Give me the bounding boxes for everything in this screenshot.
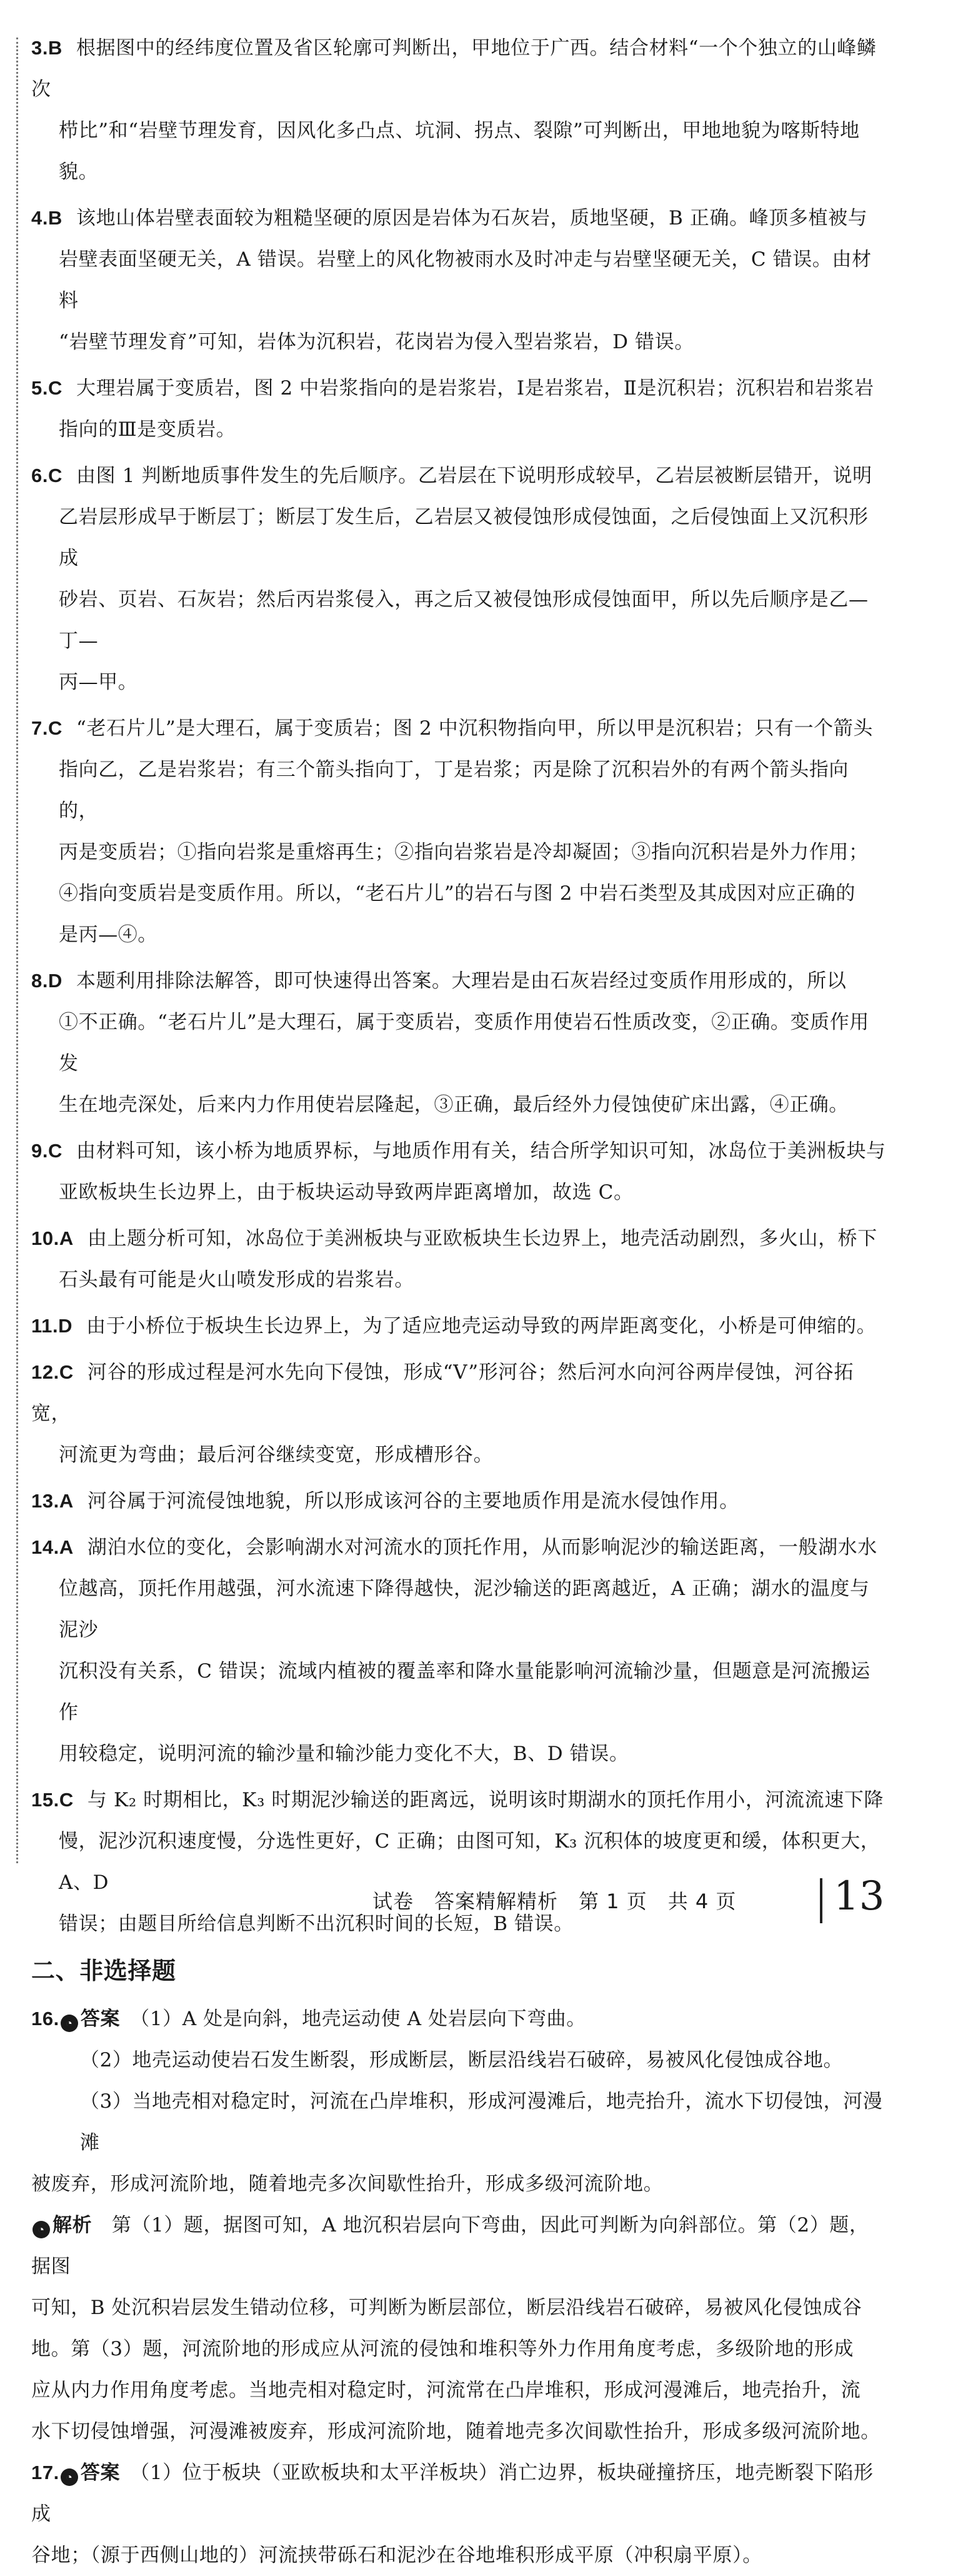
analysis-line: 地。第（3）题，河流阶地的形成应从河流的侵蚀和堆积等外力作用角度考虑，多级阶地的形成: [31, 2338, 854, 2360]
explanation-line: ①不正确。“老石片儿”是大理石，属于变质岩，变质作用使岩石性质改变，②正确。变质作用发: [59, 1011, 869, 1075]
explanation-line: 丙是变质岩；①指向岩浆是重熔再生；②指向岩浆岩是冷却凝固；③指向沉积岩是外力作用；: [59, 841, 869, 863]
explanation-line: 岩壁表面坚硬无关，A 错误。岩壁上的风化物被雨水及时冲走与岩壁坚硬无关，C 错误。由材料: [59, 248, 872, 312]
explanation-line: 错误；由题目所给信息判断不出沉积时间的长短，B 错误。: [59, 1913, 574, 1935]
explanation-first-line: [31, 1218, 887, 1259]
question-number: 9.C: [31, 1140, 63, 1162]
question-number: 16.: [31, 2008, 59, 2030]
explanation-item: [31, 1352, 887, 1476]
question-number: 4.B: [31, 207, 63, 229]
answer-badge-icon: ◔: [61, 2015, 78, 2032]
explanation-item: [31, 28, 887, 193]
q17-answer-first-line: [31, 2452, 887, 2535]
explanation-line: 指向乙，乙是岩浆岩；有三个箭头指向丁，丁是岩浆；丙是除了沉积岩外的有两个箭头指向的，: [59, 758, 849, 822]
explanation-line: ④指向变质岩是变质作用。所以，“老石片儿”的岩石与图 2 中岩石类型及其成因对应正确的: [59, 882, 856, 905]
answer-line: （1）A 处是向斜，地壳运动使 A 处岩层向下弯曲。: [139, 2008, 586, 2030]
explanation-item: [31, 198, 887, 363]
explanation-line: 生在地壳深处，后来内力作用使岩层隆起，③正确，最后经外力侵蚀使矿床出露，④正确。: [59, 1094, 849, 1116]
explanation-line: 是丙—④。: [59, 923, 157, 946]
explanation-text: 由于小桥位于板块生长边界上，为了适应地壳运动导致的两岸距离变化，小桥是可伸缩的。: [86, 1315, 877, 1337]
explanation-text: 河谷的形成过程是河水先向下侵蚀，形成“V”形河谷；然后河水向河谷两岸侵蚀，河谷拓宽，: [31, 1361, 854, 1425]
explanation-item: [31, 1481, 887, 1522]
content-column: [31, 28, 887, 2576]
explanation-first-line: [31, 1130, 887, 1172]
question-number: 14.A: [31, 1536, 74, 1558]
explanation-item: [31, 960, 887, 1125]
analysis-line: 可知，B 处沉积岩层发生错动位移，可判断为断层部位，断层沿线岩石破碎，易被风化侵蚀成谷: [31, 2297, 862, 2319]
explanation-line: 亚欧板块生长边界上，由于板块运动导致两岸距离增加，故选 C。: [59, 1181, 634, 1204]
explanation-first-line: [31, 960, 887, 1002]
question-number: 7.C: [31, 717, 63, 739]
explanation-first-line: [31, 455, 887, 496]
page-number: 13: [834, 1873, 885, 1919]
question-number: 13.A: [31, 1490, 74, 1512]
explanation-item: [31, 1218, 887, 1301]
explanation-text: 大理岩属于变质岩，图 2 中岩浆指向的是岩浆岩，Ⅰ是岩浆岩，Ⅱ是沉积岩；沉积岩和岩浆岩: [76, 377, 874, 400]
explanation-line: 指向的Ⅲ是变质岩。: [59, 418, 236, 441]
question-number: 3.B: [31, 37, 63, 59]
explanation-line: 沉积没有关系，C 错误；流域内植被的覆盖率和降水量能影响河流输沙量，但题意是河流搬运作: [59, 1660, 871, 1724]
answer-line: （3）当地壳相对稳定时，河流在凸岸堆积，形成河漫滩后，地壳抬升，流水下切侵蚀，河漫滩: [80, 2090, 883, 2154]
q16-answer-first-line: [31, 1998, 887, 2040]
analysis-label: 解析: [52, 2214, 92, 2236]
answer-line: 被废弃，形成河流阶地，随着地壳多次间歇性抬升，形成多级河流阶地。: [31, 2173, 664, 2195]
question-number: 15.C: [31, 1789, 74, 1811]
answer-badge-icon: ◔: [61, 2468, 78, 2486]
explanation-line: 慢，泥沙沉积速度慢，分选性更好，C 正确；由图可知，K₃ 沉积体的坡度更和缓，体积更大，A、D: [59, 1830, 881, 1894]
explanation-first-line: [31, 28, 887, 110]
explanation-first-line: [31, 1527, 887, 1568]
question-number: 10.A: [31, 1227, 74, 1249]
explanation-line: 栉比”和“岩壁节理发育，因风化多凸点、坑洞、拐点、裂隙”可判断出，甲地地貌为喀斯特地貌。: [59, 119, 860, 183]
explanation-first-line: [31, 1352, 887, 1434]
explanation-item: [31, 708, 887, 955]
question-number: 8.D: [31, 970, 63, 992]
footer-text: 试卷 答案精解精析 第 1 页 共 4 页: [372, 1889, 737, 1913]
analysis-line: 水下切侵蚀增强，河漫滩被废弃，形成河流阶地，随着地壳多次间歇性抬升，形成多级河流阶地。: [31, 2420, 881, 2443]
question-number: 17.: [31, 2462, 59, 2483]
footer-separator: [820, 1878, 822, 1923]
explanation-first-line: [31, 1779, 887, 1821]
question-16: [31, 1998, 887, 2452]
question-number: 11.D: [31, 1315, 73, 1337]
explanation-first-line: [31, 1306, 887, 1347]
explanation-text: 由材料可知，该小桥为地质界标，与地质作用有关，结合所学知识可知，冰岛位于美洲板块与: [76, 1140, 886, 1162]
explanation-first-line: [31, 368, 887, 409]
section-title: 二、非选择题: [31, 1958, 176, 1985]
explanation-item: [31, 1130, 887, 1213]
explanation-first-line: [31, 708, 887, 749]
answer-line: 谷地；（源于西侧山地的）河流挟带砾石和泥沙在谷地堆积形成平原（冲积扇平原）。: [31, 2544, 762, 2567]
analysis-line: 第（1）题，据图可知，A 地沉积岩层向下弯曲，因此可判断为向斜部位。第（2）题，据图: [31, 2214, 869, 2278]
explanation-line: 河流更为弯曲；最后河谷继续变宽，形成槽形谷。: [59, 1444, 494, 1466]
explanation-text: 河谷属于河流侵蚀地貌，所以形成该河谷的主要地质作用是流水侵蚀作用。: [87, 1490, 739, 1512]
page-footer: [0, 1874, 963, 1924]
question-number: 5.C: [31, 377, 63, 399]
explanation-item: [31, 368, 887, 450]
explanation-text: 湖泊水位的变化，会影响湖水对河流水的顶托作用，从而影响泥沙的输送距离，一般湖水水: [87, 1536, 877, 1559]
explanation-first-line: [31, 198, 887, 239]
explanation-text: 由上题分析可知，冰岛位于美洲板块与亚欧板块生长边界上，地壳活动剧烈，多火山，桥下: [87, 1227, 877, 1250]
explanation-text: 根据图中的经纬度位置及省区轮廓可判断出，甲地位于广西。结合材料“一个个独立的山峰鳞次: [31, 37, 877, 101]
answer-label: 答案: [80, 2462, 121, 2483]
question-17: [31, 2452, 887, 2576]
margin-dotted-rule: [16, 38, 18, 1863]
explanation-line: 用较稳定，说明河流的输沙量和输沙能力变化不大，B、D 错误。: [59, 1743, 629, 1765]
explanation-line: 位越高，顶托作用越强，河水流速下降得越快，泥沙输送的距离越近，A 正确；湖水的温度与泥沙: [59, 1577, 870, 1641]
explanation-text: 该地山体岩壁表面较为粗糙坚硬的原因是岩体为石灰岩，质地坚硬，B 正确。峰顶多植被与: [76, 207, 868, 229]
explanation-line: 砂岩、页岩、石灰岩；然后丙岩浆侵入，再之后又被侵蚀形成侵蚀面甲，所以先后顺序是乙—丁—: [59, 588, 869, 652]
explanation-text: “老石片儿”是大理石，属于变质岩；图 2 中沉积物指向甲，所以甲是沉积岩；只有一个箭头: [76, 717, 873, 740]
explanation-text: 由图 1 判断地质事件发生的先后顺序。乙岩层在下说明形成较早，乙岩层被断层错开，说明: [76, 465, 872, 487]
explanation-text: 本题利用排除法解答，即可快速得出答案。大理岩是由石灰岩经过变质作用形成的，所以: [76, 970, 847, 992]
question-number: 6.C: [31, 465, 63, 486]
question-number: 12.C: [31, 1361, 74, 1383]
answer-line: （1）位于板块（亚欧板块和太平洋板块）消亡边界，板块碰撞挤压，地壳断裂下陷形成: [31, 2462, 874, 2525]
explanation-text: 与 K₂ 时期相比，K₃ 时期泥沙输送的距离远，说明该时期湖水的顶托作用小，河流流速下降: [87, 1789, 884, 1811]
explanation-item: [31, 455, 887, 703]
answer-line: （2）地壳运动使岩石发生断裂，形成断层，断层沿线岩石破碎，易被风化侵蚀成谷地。: [80, 2049, 844, 2071]
analysis-line: 应从内力作用角度考虑。当地壳相对稳定时，河流常在凸岸堆积，形成河漫滩后，地壳抬升，流: [31, 2379, 861, 2402]
multiple-choice-explanations: [31, 28, 887, 1945]
answer-label: 答案: [80, 2008, 121, 2030]
explanation-line: 丙—甲。: [59, 671, 138, 693]
explanation-line: 乙岩层形成早于断层丁；断层丁发生后，乙岩层又被侵蚀形成侵蚀面，之后侵蚀面上又沉积形成: [59, 506, 869, 570]
explanation-line: 石头最有可能是火山喷发形成的岩浆岩。: [59, 1269, 414, 1291]
explanation-item: [31, 1306, 887, 1347]
analysis-badge-icon: ◔: [32, 2221, 50, 2238]
q16-analysis-first-line: [31, 2205, 887, 2287]
explanation-line: “岩壁节理发育”可知，岩体为沉积岩，花岗岩为侵入型岩浆岩，D 错误。: [59, 331, 694, 353]
explanation-first-line: [31, 1481, 887, 1522]
explanation-item: [31, 1527, 887, 1774]
